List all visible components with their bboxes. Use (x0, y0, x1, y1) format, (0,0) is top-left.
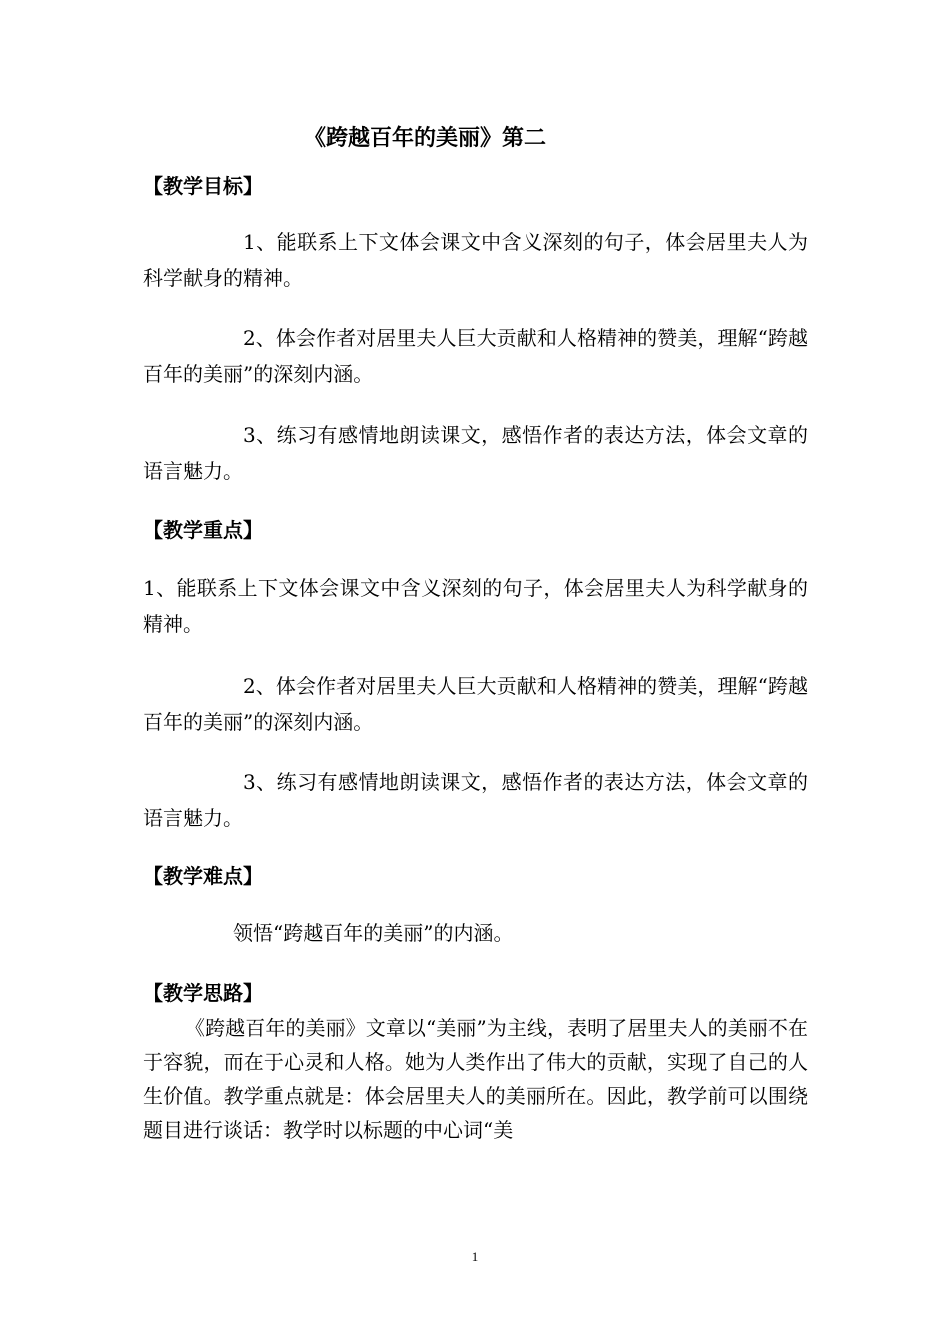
page-number: 1 (471, 1249, 479, 1264)
section-heading-objectives: 【教学目标】 (143, 174, 263, 198)
key-points-paragraph-3: 3、练习有感情地朗读课文，感悟作者的表达方法，体会文章的语言魅力。 (143, 770, 808, 830)
key-points-paragraph-2: 2、体会作者对居里夫人巨大贡献和人格精神的赞美，理解“跨越百年的美丽”的深刻内涵。 (143, 674, 808, 734)
objectives-paragraph-3: 3、练习有感情地朗读课文，感悟作者的表达方法，体会文章的语言魅力。 (143, 423, 808, 483)
approach-paragraph-1: 《跨越百年的美丽》文章以“美丽”为主线，表明了居里夫人的美丽不在于容貌，而在于心灵和人格。她为人类作出了伟大的贡献，实现了自己的人生价值。教学重点就是：体会居里夫人的美丽所在。因此，教学前可以围绕题目进行谈话：教学时以标题的中心词“美 (143, 1016, 808, 1142)
key-points-paragraph-1: 1、能联系上下文体会课文中含义深刻的句子，体会居里夫人为科学献身的精神。 (143, 576, 808, 636)
difficulties-paragraph-1: 领悟“跨越百年的美丽”的内涵。 (233, 921, 514, 945)
document-title: 《跨越百年的美丽》第二 (303, 125, 546, 151)
objectives-paragraph-2: 2、体会作者对居里夫人巨大贡献和人格精神的赞美，理解“跨越百年的美丽”的深刻内涵。 (143, 326, 808, 386)
section-heading-key-points: 【教学重点】 (143, 518, 263, 542)
objectives-paragraph-1: 1、能联系上下文体会课文中含义深刻的句子，体会居里夫人为科学献身的精神。 (143, 230, 808, 290)
section-heading-difficulties: 【教学难点】 (143, 864, 263, 888)
section-heading-approach: 【教学思路】 (143, 981, 263, 1005)
